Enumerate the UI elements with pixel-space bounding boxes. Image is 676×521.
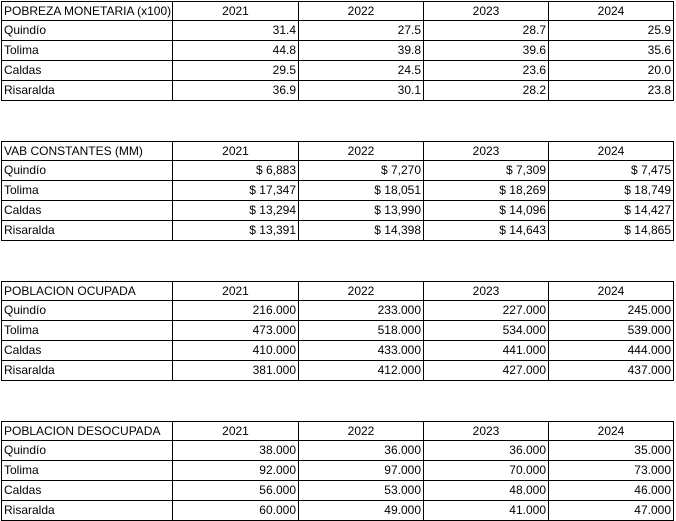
value-cell[interactable]: 233.000 <box>299 301 424 321</box>
value-cell[interactable]: 47.000 <box>549 501 674 521</box>
value-cell[interactable]: $ 14,427 <box>549 201 674 221</box>
table-row <box>1 441 674 461</box>
table-row <box>1 61 674 81</box>
value-cell[interactable]: 36.9 <box>173 81 299 101</box>
region-cell[interactable]: Risaralda <box>1 361 173 381</box>
value-cell[interactable]: 30.1 <box>299 81 424 101</box>
year-header[interactable]: 2021 <box>173 141 299 161</box>
table-title[interactable]: POBREZA MONETARIA (x100) <box>1 1 173 21</box>
year-header[interactable]: 2022 <box>299 141 424 161</box>
year-header[interactable]: 2023 <box>424 281 549 301</box>
value-cell[interactable]: $ 14,398 <box>299 221 424 241</box>
region-cell[interactable]: Caldas <box>1 341 173 361</box>
value-cell[interactable]: 427.000 <box>424 361 549 381</box>
region-cell[interactable]: Tolima <box>1 461 173 481</box>
region-cell[interactable]: Quindío <box>1 301 173 321</box>
table-row <box>1 501 674 521</box>
value-cell[interactable]: $ 7,309 <box>424 161 549 181</box>
region-cell[interactable]: Caldas <box>1 201 173 221</box>
value-cell[interactable]: 216.000 <box>173 301 299 321</box>
table-row <box>1 81 674 101</box>
table-row <box>1 481 674 501</box>
value-cell[interactable]: 92.000 <box>173 461 299 481</box>
year-header[interactable]: 2023 <box>424 141 549 161</box>
value-cell[interactable]: 381.000 <box>173 361 299 381</box>
value-cell[interactable]: 437.000 <box>549 361 674 381</box>
table-row <box>1 321 674 341</box>
year-header[interactable]: 2024 <box>549 1 674 21</box>
table-row <box>1 201 674 221</box>
value-cell[interactable]: 60.000 <box>173 501 299 521</box>
table-title[interactable]: POBLACION OCUPADA <box>1 281 173 301</box>
year-header[interactable]: 2021 <box>173 1 299 21</box>
table-header-row <box>1 281 674 301</box>
value-cell[interactable]: $ 18,269 <box>424 181 549 201</box>
table-header-row <box>1 421 674 441</box>
value-cell[interactable]: $ 17,347 <box>173 181 299 201</box>
year-header[interactable]: 2023 <box>424 1 549 21</box>
value-cell[interactable]: 23.6 <box>424 61 549 81</box>
region-cell[interactable]: Risaralda <box>1 221 173 241</box>
region-cell[interactable]: Tolima <box>1 41 173 61</box>
value-cell[interactable]: 534.000 <box>424 321 549 341</box>
year-header[interactable]: 2022 <box>299 421 424 441</box>
value-cell[interactable]: 70.000 <box>424 461 549 481</box>
value-cell[interactable]: 31.4 <box>173 21 299 41</box>
value-cell[interactable]: 23.8 <box>549 81 674 101</box>
table-header-row <box>1 141 674 161</box>
region-cell[interactable]: Quindío <box>1 21 173 41</box>
value-cell[interactable]: 73.000 <box>549 461 674 481</box>
region-cell[interactable]: Quindío <box>1 441 173 461</box>
value-cell[interactable]: 28.2 <box>424 81 549 101</box>
value-cell[interactable]: 539.000 <box>549 321 674 341</box>
value-cell[interactable]: $ 14,096 <box>424 201 549 221</box>
value-cell[interactable]: 29.5 <box>173 61 299 81</box>
table-row <box>1 41 674 61</box>
value-cell[interactable]: 48.000 <box>424 481 549 501</box>
table-title[interactable]: VAB CONSTANTES (MM) <box>1 141 173 161</box>
year-header[interactable]: 2024 <box>549 141 674 161</box>
table-vab-constantes <box>1 141 674 241</box>
table-poblacion-desocupada <box>1 421 674 521</box>
year-header[interactable]: 2021 <box>173 281 299 301</box>
region-cell[interactable]: Risaralda <box>1 81 173 101</box>
table-row <box>1 161 674 181</box>
value-cell[interactable]: 473.000 <box>173 321 299 341</box>
value-cell[interactable]: $ 7,270 <box>299 161 424 181</box>
value-cell[interactable]: 49.000 <box>299 501 424 521</box>
value-cell[interactable]: 412.000 <box>299 361 424 381</box>
region-cell[interactable]: Tolima <box>1 181 173 201</box>
region-cell[interactable]: Risaralda <box>1 501 173 521</box>
value-cell[interactable]: 36.000 <box>299 441 424 461</box>
table-row <box>1 221 674 241</box>
table-row <box>1 341 674 361</box>
value-cell[interactable]: 433.000 <box>299 341 424 361</box>
value-cell[interactable]: 39.8 <box>299 41 424 61</box>
value-cell[interactable]: 227.000 <box>424 301 549 321</box>
value-cell[interactable]: 36.000 <box>424 441 549 461</box>
value-cell[interactable]: $ 13,391 <box>173 221 299 241</box>
table-pobreza-monetaria <box>1 1 674 101</box>
year-header[interactable]: 2023 <box>424 421 549 441</box>
value-cell[interactable]: 38.000 <box>173 441 299 461</box>
table-row <box>1 301 674 321</box>
table-row <box>1 21 674 41</box>
table-poblacion-ocupada <box>1 281 674 381</box>
value-cell[interactable]: 28.7 <box>424 21 549 41</box>
value-cell[interactable]: $ 14,865 <box>549 221 674 241</box>
value-cell[interactable]: $ 14,643 <box>424 221 549 241</box>
year-header[interactable]: 2024 <box>549 421 674 441</box>
value-cell[interactable]: 46.000 <box>549 481 674 501</box>
region-cell[interactable]: Caldas <box>1 481 173 501</box>
table-row <box>1 461 674 481</box>
value-cell[interactable]: $ 18,051 <box>299 181 424 201</box>
value-cell[interactable]: 39.6 <box>424 41 549 61</box>
value-cell[interactable]: 441.000 <box>424 341 549 361</box>
value-cell[interactable]: 97.000 <box>299 461 424 481</box>
value-cell[interactable]: $ 7,475 <box>549 161 674 181</box>
value-cell[interactable]: 518.000 <box>299 321 424 341</box>
region-cell[interactable]: Quindío <box>1 161 173 181</box>
value-cell[interactable]: 20.0 <box>549 61 674 81</box>
table-header-row <box>1 1 674 21</box>
region-cell[interactable]: Tolima <box>1 321 173 341</box>
value-cell[interactable]: 53.000 <box>299 481 424 501</box>
table-row <box>1 361 674 381</box>
value-cell[interactable]: $ 13,294 <box>173 201 299 221</box>
value-cell[interactable]: $ 18,749 <box>549 181 674 201</box>
value-cell[interactable]: 41.000 <box>424 501 549 521</box>
region-cell[interactable]: Caldas <box>1 61 173 81</box>
value-cell[interactable]: 245.000 <box>549 301 674 321</box>
value-cell[interactable]: $ 6,883 <box>173 161 299 181</box>
year-header[interactable]: 2021 <box>173 421 299 441</box>
value-cell[interactable]: 410.000 <box>173 341 299 361</box>
value-cell[interactable]: 444.000 <box>549 341 674 361</box>
value-cell[interactable]: 27.5 <box>299 21 424 41</box>
value-cell[interactable]: 44.8 <box>173 41 299 61</box>
value-cell[interactable]: 25.9 <box>549 21 674 41</box>
year-header[interactable]: 2022 <box>299 1 424 21</box>
value-cell[interactable]: $ 13,990 <box>299 201 424 221</box>
value-cell[interactable]: 24.5 <box>299 61 424 81</box>
year-header[interactable]: 2024 <box>549 281 674 301</box>
value-cell[interactable]: 35.6 <box>549 41 674 61</box>
table-row <box>1 181 674 201</box>
table-title[interactable]: POBLACION DESOCUPADA <box>1 421 173 441</box>
value-cell[interactable]: 35.000 <box>549 441 674 461</box>
year-header[interactable]: 2022 <box>299 281 424 301</box>
value-cell[interactable]: 56.000 <box>173 481 299 501</box>
